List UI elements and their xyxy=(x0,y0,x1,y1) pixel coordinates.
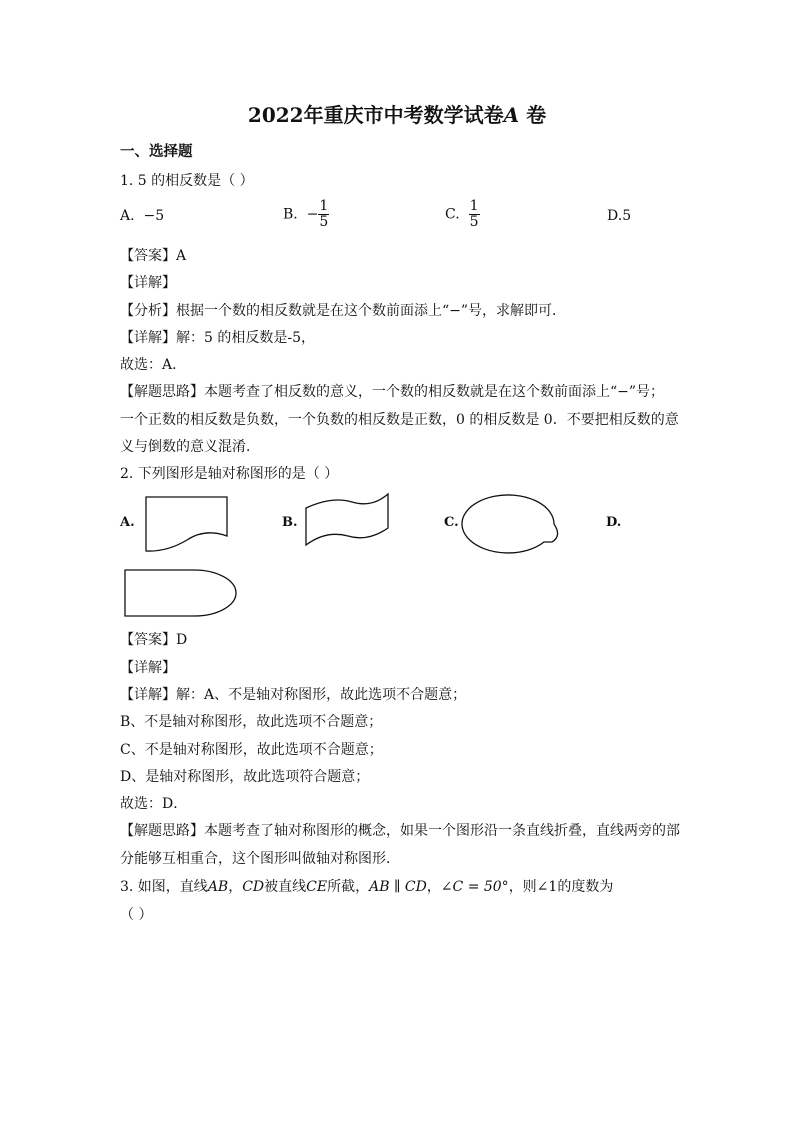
q2-label-c: C. xyxy=(444,515,459,530)
q1-idea-line-3: 义与倒数的意义混淆． xyxy=(120,439,260,455)
q1-option-c: C. $\frac{1}{5}$ xyxy=(445,198,479,230)
q2-idea-line-2: 分能够互相重合，这个图形叫做轴对称图形． xyxy=(120,851,400,867)
q1-option-b: B. − $\frac{1}{5}$ xyxy=(283,198,329,230)
q2-detail-line-2: B、不是轴对称图形，故此选项不合题意； xyxy=(120,714,383,730)
q3-paren: （ ） xyxy=(120,907,153,923)
q1-idea-line-2: 一个正数的相反数是负数，一个负数的相反数是正数，0 的相反数是 0．不要把相反数的意 xyxy=(120,412,679,428)
q2-shape-d xyxy=(124,569,238,619)
q1-option-d: D.5 xyxy=(607,208,632,224)
q2-choose: 故选：D． xyxy=(120,796,188,812)
q2-label-b: B. xyxy=(282,515,298,530)
q1-detail: 【详解】解：5 的相反数是-5， xyxy=(120,330,315,346)
q2-detail-line-4: D、是轴对称图形，故此选项符合题意； xyxy=(120,769,370,785)
q1-option-a: A. −5 xyxy=(120,208,165,224)
q1-idea-line-1: 【解题思路】本题考查了相反数的意义，一个数的相反数就是在这个数前面添上“−”号； xyxy=(120,384,665,400)
q2-detail-line-1: 【详解】解：A、不是轴对称图形，故此选项不合题意； xyxy=(120,687,467,703)
q2-detail-tag: 【详解】 xyxy=(120,660,176,676)
section-heading: 一、选择题 xyxy=(120,143,193,160)
q2-idea-line-1: 【解题思路】本题考查了轴对称图形的概念，如果一个图形沿一条直线折叠，直线两旁的部 xyxy=(120,823,680,839)
q1-choose: 故选：A． xyxy=(120,357,187,373)
q2-label-a: A. xyxy=(120,515,135,530)
q2-answer: 【答案】D xyxy=(120,632,188,648)
q1-detail-tag: 【详解】 xyxy=(120,275,176,291)
q2-label-d: D. xyxy=(606,515,622,530)
page-title: 2022年重庆市中考数学试卷A 卷 xyxy=(247,103,547,127)
q1-stem: 1. 5 的相反数是（ ） xyxy=(120,173,254,189)
q2-shape-b xyxy=(304,490,390,550)
q2-shape-c xyxy=(466,492,562,552)
q3-stem: 3. 如图，直线AB，CD被直线CE所截，AB ∥ CD，∠C = 50°，则∠1的度数为 xyxy=(120,879,614,895)
q2-shape-a xyxy=(145,496,231,556)
q2-stem: 2. 下列图形是轴对称图形的是（ ） xyxy=(120,466,339,482)
q1-answer: 【答案】A xyxy=(120,248,187,264)
q2-detail-line-3: C、不是轴对称图形，故此选项不合题意； xyxy=(120,742,383,758)
q1-analysis: 【分析】根据一个数的相反数就是在这个数前面添上“−”号，求解即可． xyxy=(120,303,567,319)
